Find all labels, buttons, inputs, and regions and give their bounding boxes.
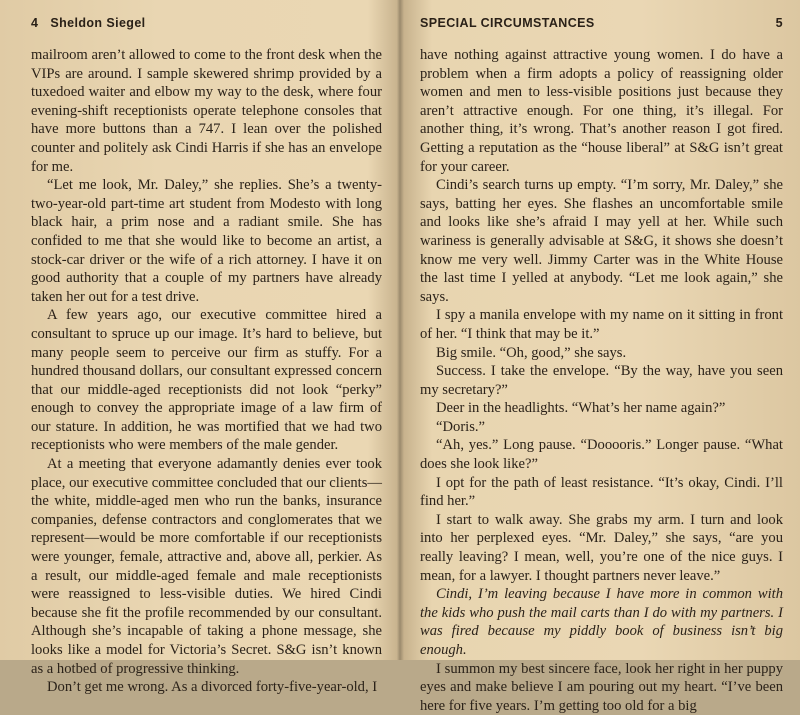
paragraph: I opt for the path of least resistance. “It’s okay, Cindi. I’ll find her.” <box>420 474 783 510</box>
paragraph: I summon my best sincere face, look her right in her puppy eyes and make believe I am pouring out my heart. “I’ve been here for five years. I’m getting too old for a big <box>420 660 783 714</box>
right-page-body <box>420 46 783 715</box>
right-page-number: 5 <box>775 16 783 30</box>
italic-thought-paragraph: Cindi, I’m leaving because I have more in common with the kids who push the mail carts than I do with my partners. I was fired because my piddly book of business isn’t big enough. <box>420 586 783 658</box>
paragraph: Don’t get me wrong. As a divorced forty-five-year-old, I <box>47 679 378 696</box>
left-page <box>0 0 400 696</box>
left-page-number: 4 <box>31 16 39 30</box>
paragraph: At a meeting that everyone adamantly denies ever took place, our executive committee concluded that our clients—the white, middle-aged men who run the banks, insurance companies, defense contractors and conglomerates that we represent—would be more comfortable if our receptionists were younger, female, attractive and, above all, perkier. As a result, our middle-aged female and male receptionists were reassigned to less-visible duties. We hired Cindi because she fit the profile recommended by our consultant. Although she’s incapable of taking a phone message, she looks like a model for Victoria’s Secret. S&G isn’t known as a hotbed of progressive thinking. <box>31 456 382 677</box>
right-page <box>400 0 800 714</box>
paragraph: “Ah, yes.” Long pause. “Dooooris.” Longer pause. “What does she look like?” <box>420 437 783 473</box>
right-running-header <box>420 16 783 34</box>
paragraph: A few years ago, our executive committee hired a consultant to spruce up our image. It’s hard to believe, but many people seem to perceive our firm as stuffy. For a hundred thousand dollars, our consultant expressed concern that our middle-aged receptionists did not look “perky” enough to convey the appropriate image of a law firm of our stature. In addition, he was mortified that we had two receptionists who were members of the male gender. <box>31 307 382 454</box>
left-page-body <box>31 46 382 697</box>
paragraph: “Doris.” <box>436 418 486 435</box>
paragraph: Deer in the headlights. “What’s her name again?” <box>436 400 726 417</box>
left-running-head: Sheldon Siegel <box>50 16 146 30</box>
paragraph: I start to walk away. She grabs my arm. I turn and look into her perplexed eyes. “Mr. Daley,” she says, “are you really leaving? I mean, well, you’re one of the nice guys. I mean, for a lawyer. I thought partners never leave.” <box>420 511 783 584</box>
paragraph: mailroom aren’t allowed to come to the front desk when the VIPs are around. I sample skewered shrimp provided by a tuxedoed waiter and elbow my way to the desk, where four evening-shift receptionists operate telephone consoles that have more buttons than a 747. I lean over the polished counter and politely ask Cindi Harris if she has an envelope for me. <box>31 47 382 175</box>
paragraph: have nothing against attractive young women. I do have a problem when a firm adopts a policy of reassigning older women and men to less-visible positions just because they aren’t attractive enough. For one thing, it’s illegal. For another thing, it’s wrong. That’s another reason I got fired. Getting a reputation as the “house liberal” at S&G isn’t great for your career. <box>420 47 783 175</box>
paragraph: Success. I take the envelope. “By the way, have you seen my secretary?” <box>420 363 783 398</box>
paragraph: I spy a manila envelope with my name on it sitting in front of her. “I think that may be it.” <box>420 307 783 342</box>
paragraph: “Let me look, Mr. Daley,” she replies. She’s a twenty-two-year-old part-time art student from Modesto with long black hair, a prim nose and a radiant smile. She has confided to me that she would like to become an artist, a stock-car driver or the wife of a rich attorney. I have it on good authority that a couple of my partners have already taken her out for a test drive. <box>31 177 382 305</box>
right-running-head: SPECIAL CIRCUMSTANCES <box>420 16 595 30</box>
paragraph: Big smile. “Oh, good,” she says. <box>436 344 627 361</box>
paragraph: Cindi’s search turns up empty. “I’m sorry, Mr. Daley,” she says, batting her eyes. She flashes an uncomfortable smile and looks like she’s afraid I may yell at her. While such wariness is generally advisable at S&G, it shows she doesn’t know me very well. Jimmy Carter was in the White House the last time I yelled at anybody. “Let me look again,” she says. <box>420 177 783 305</box>
left-running-header <box>31 16 382 34</box>
